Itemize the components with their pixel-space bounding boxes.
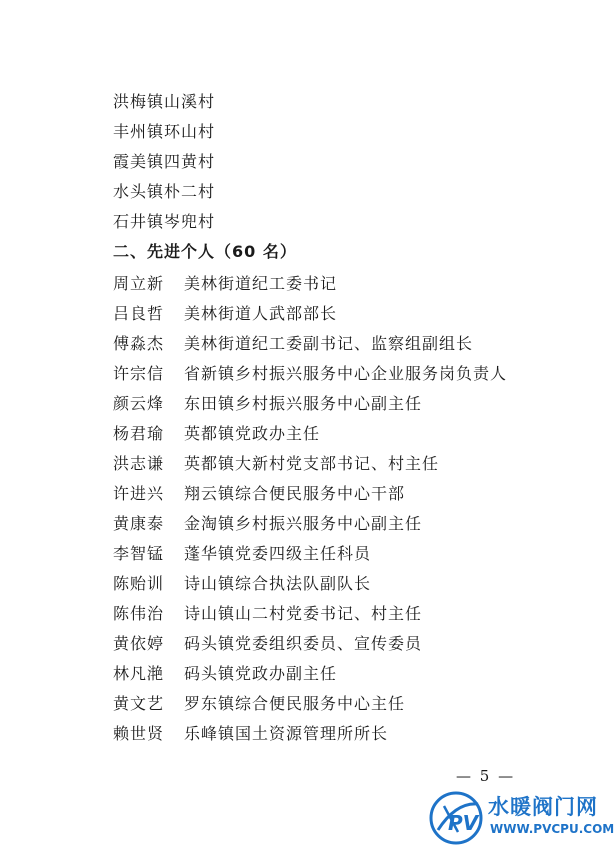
person-name: 许宗信 bbox=[113, 364, 165, 383]
person-name: 杨君瑜 bbox=[113, 424, 165, 443]
person-row bbox=[113, 424, 513, 446]
person-title: 蓬华镇党委四级主任科员 bbox=[184, 544, 372, 563]
village-item: 霞美镇四黄村 bbox=[113, 152, 216, 171]
person-name: 许进兴 bbox=[113, 484, 165, 503]
village-item: 丰州镇环山村 bbox=[113, 122, 216, 141]
watermark-url: WWW.PVCPU.COM bbox=[490, 822, 614, 836]
person-title: 金淘镇乡村振兴服务中心副主任 bbox=[184, 514, 423, 533]
person-title: 美林街道纪工委书记 bbox=[184, 274, 338, 293]
person-title: 美林街道人武部部长 bbox=[184, 304, 338, 323]
person-row bbox=[113, 544, 513, 566]
pv-logo-icon bbox=[428, 790, 484, 846]
person-name: 陈贻训 bbox=[113, 574, 165, 593]
person-row bbox=[113, 364, 513, 386]
person-name: 赖世贤 bbox=[113, 724, 165, 743]
watermark-title: 水暖阀门网 bbox=[488, 795, 598, 819]
person-title: 东田镇乡村振兴服务中心副主任 bbox=[184, 394, 423, 413]
village-item: 洪梅镇山溪村 bbox=[113, 92, 216, 111]
village-item: 石井镇岑兜村 bbox=[113, 212, 216, 231]
person-row bbox=[113, 724, 513, 746]
person-name: 黄依婷 bbox=[113, 634, 165, 653]
logo-text: PV bbox=[448, 811, 479, 835]
person-title: 翔云镇综合便民服务中心干部 bbox=[184, 484, 406, 503]
person-title: 诗山镇山二村党委书记、村主任 bbox=[184, 604, 423, 623]
person-name: 颜云烽 bbox=[113, 394, 165, 413]
page-number: — 5 — bbox=[456, 767, 516, 785]
person-row bbox=[113, 304, 513, 326]
person-title: 美林街道纪工委副书记、监察组副组长 bbox=[184, 334, 474, 353]
person-row bbox=[113, 484, 513, 506]
person-row bbox=[113, 634, 513, 656]
person-row bbox=[113, 394, 513, 416]
person-name: 黄康泰 bbox=[113, 514, 165, 533]
person-title: 码头镇党政办副主任 bbox=[184, 664, 338, 683]
person-row bbox=[113, 604, 513, 626]
person-name: 洪志谦 bbox=[113, 454, 165, 473]
person-title: 诗山镇综合执法队副队长 bbox=[184, 574, 372, 593]
person-name: 黄文艺 bbox=[113, 694, 165, 713]
person-name: 陈伟治 bbox=[113, 604, 165, 623]
person-row bbox=[113, 664, 513, 686]
person-row bbox=[113, 274, 513, 296]
person-row bbox=[113, 514, 513, 536]
person-name: 吕良哲 bbox=[113, 304, 165, 323]
person-title: 码头镇党委组织委员、宣传委员 bbox=[184, 634, 423, 653]
person-title: 英都镇党政办主任 bbox=[184, 424, 321, 443]
person-row bbox=[113, 694, 513, 716]
person-title: 罗东镇综合便民服务中心主任 bbox=[184, 694, 406, 713]
watermark bbox=[428, 788, 614, 848]
person-name: 周立新 bbox=[113, 274, 165, 293]
person-name: 林凡滟 bbox=[113, 664, 165, 683]
person-row bbox=[113, 574, 513, 596]
section-heading: 二、先进个人（60 名） bbox=[113, 242, 297, 261]
person-row bbox=[113, 454, 513, 476]
person-name: 李智锰 bbox=[113, 544, 165, 563]
person-title: 乐峰镇国土资源管理所所长 bbox=[184, 724, 389, 743]
person-title: 省新镇乡村振兴服务中心企业服务岗负责人 bbox=[184, 364, 508, 383]
person-title: 英都镇大新村党支部书记、村主任 bbox=[184, 454, 440, 473]
person-row bbox=[113, 334, 513, 356]
person-name: 傅淼杰 bbox=[113, 334, 165, 353]
village-item: 水头镇朴二村 bbox=[113, 182, 216, 201]
